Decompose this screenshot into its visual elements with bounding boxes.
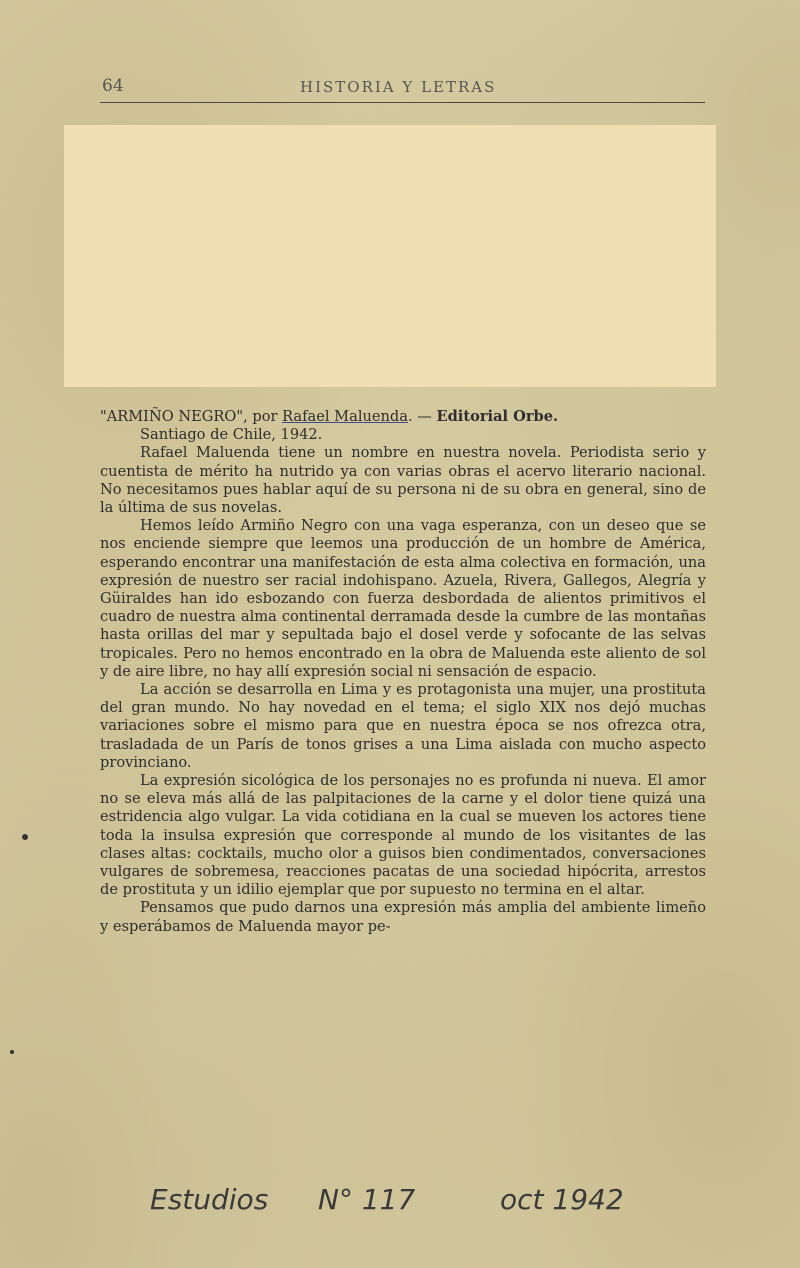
paragraph-5: Pensamos que pudo darnos una expresión más amplia del ambiente limeño y esperábamos de Maluenda mayor pe-: [100, 899, 706, 935]
margin-ink-dot: [10, 1050, 14, 1054]
handwritten-source: Estudios: [150, 1183, 269, 1216]
margin-ink-dot: [22, 834, 28, 840]
paragraph-3: La acción se desarrolla en Lima y es protagonista una mujer, una prostituta del gran mundo. No hay novedad en el tema; el siglo XIX nos dejó muchas variaciones sobre el mismo para que en nuestra época se nos ofrezca otra, trasladada de un París de tonos grises a una Lima aislada con mucho aspecto provinciano.: [100, 681, 706, 771]
paragraph-4: La expresión sicológica de los personajes no es profunda ni nueva. El amor no se eleva más allá de las palpitaciones de la carne y el dolor tiene quizá una estridencia algo vulgar. La vida cotidiana en la cual se mueven los actores tiene toda la insulsa expresión que corresponde al mundo de los visitantes de las clases altas: cocktails, mucho olor a guisos bien condimentados, conversaciones vulgares de sobremesa, reacciones pacatas de una sociedad hipócrita, arrestos de prostituta y un idilio ejemplar que por supuesto no termina en el altar.: [100, 772, 706, 899]
by-text: , por: [243, 408, 283, 425]
page-header: [100, 74, 705, 103]
review-heading: [100, 408, 706, 426]
handwritten-date: oct 1942: [500, 1183, 624, 1216]
journal-title: HISTORIA Y LETRAS: [300, 78, 497, 96]
book-publisher: Editorial Orbe.: [436, 408, 559, 425]
book-author: Rafael Maluenda: [282, 408, 408, 425]
book-review: [100, 408, 706, 936]
publication-place: Santiago de Chile, 1942.: [140, 426, 323, 444]
redacted-block: [64, 125, 716, 387]
publisher-separator: . —: [407, 408, 437, 425]
paragraph-1: Rafael Maluenda tiene un nombre en nuestra novela. Periodista serio y cuentista de mérito ha nutrido ya con varias obras el acervo literario nacional. No necesitamos pues hablar aquí de su persona ni de su obra en general, sino de la última de sus novelas.: [100, 444, 706, 517]
handwritten-number: N° 117: [318, 1183, 416, 1216]
handwritten-note: [150, 1183, 710, 1227]
book-title: "ARMIÑO NEGRO": [100, 408, 244, 425]
page-number: 64: [102, 76, 124, 96]
paragraph-2: Hemos leído Armiño Negro con una vaga esperanza, con un deseo que se nos enciende siempre que leemos una producción de un hombre de América, esperando encontrar una manifestación de esta alma colectiva en formación, una expresión de nuestro ser racial indohispano. Azuela, Rivera, Gallegos, Alegría y Güiraldes han ido esbozando con fuerza desbordada de alientos primitivos el cuadro de nuestra alma continental derramada desde la cumbre de las montañas hasta orillas del mar y sepultada bajo el dosel verde y sofocante de las selvas tropicales. Pero no hemos encontrado en la obra de Maluenda este aliento de sol y de aire libre, no hay allí expresión social ni sensación de espacio.: [100, 517, 706, 680]
